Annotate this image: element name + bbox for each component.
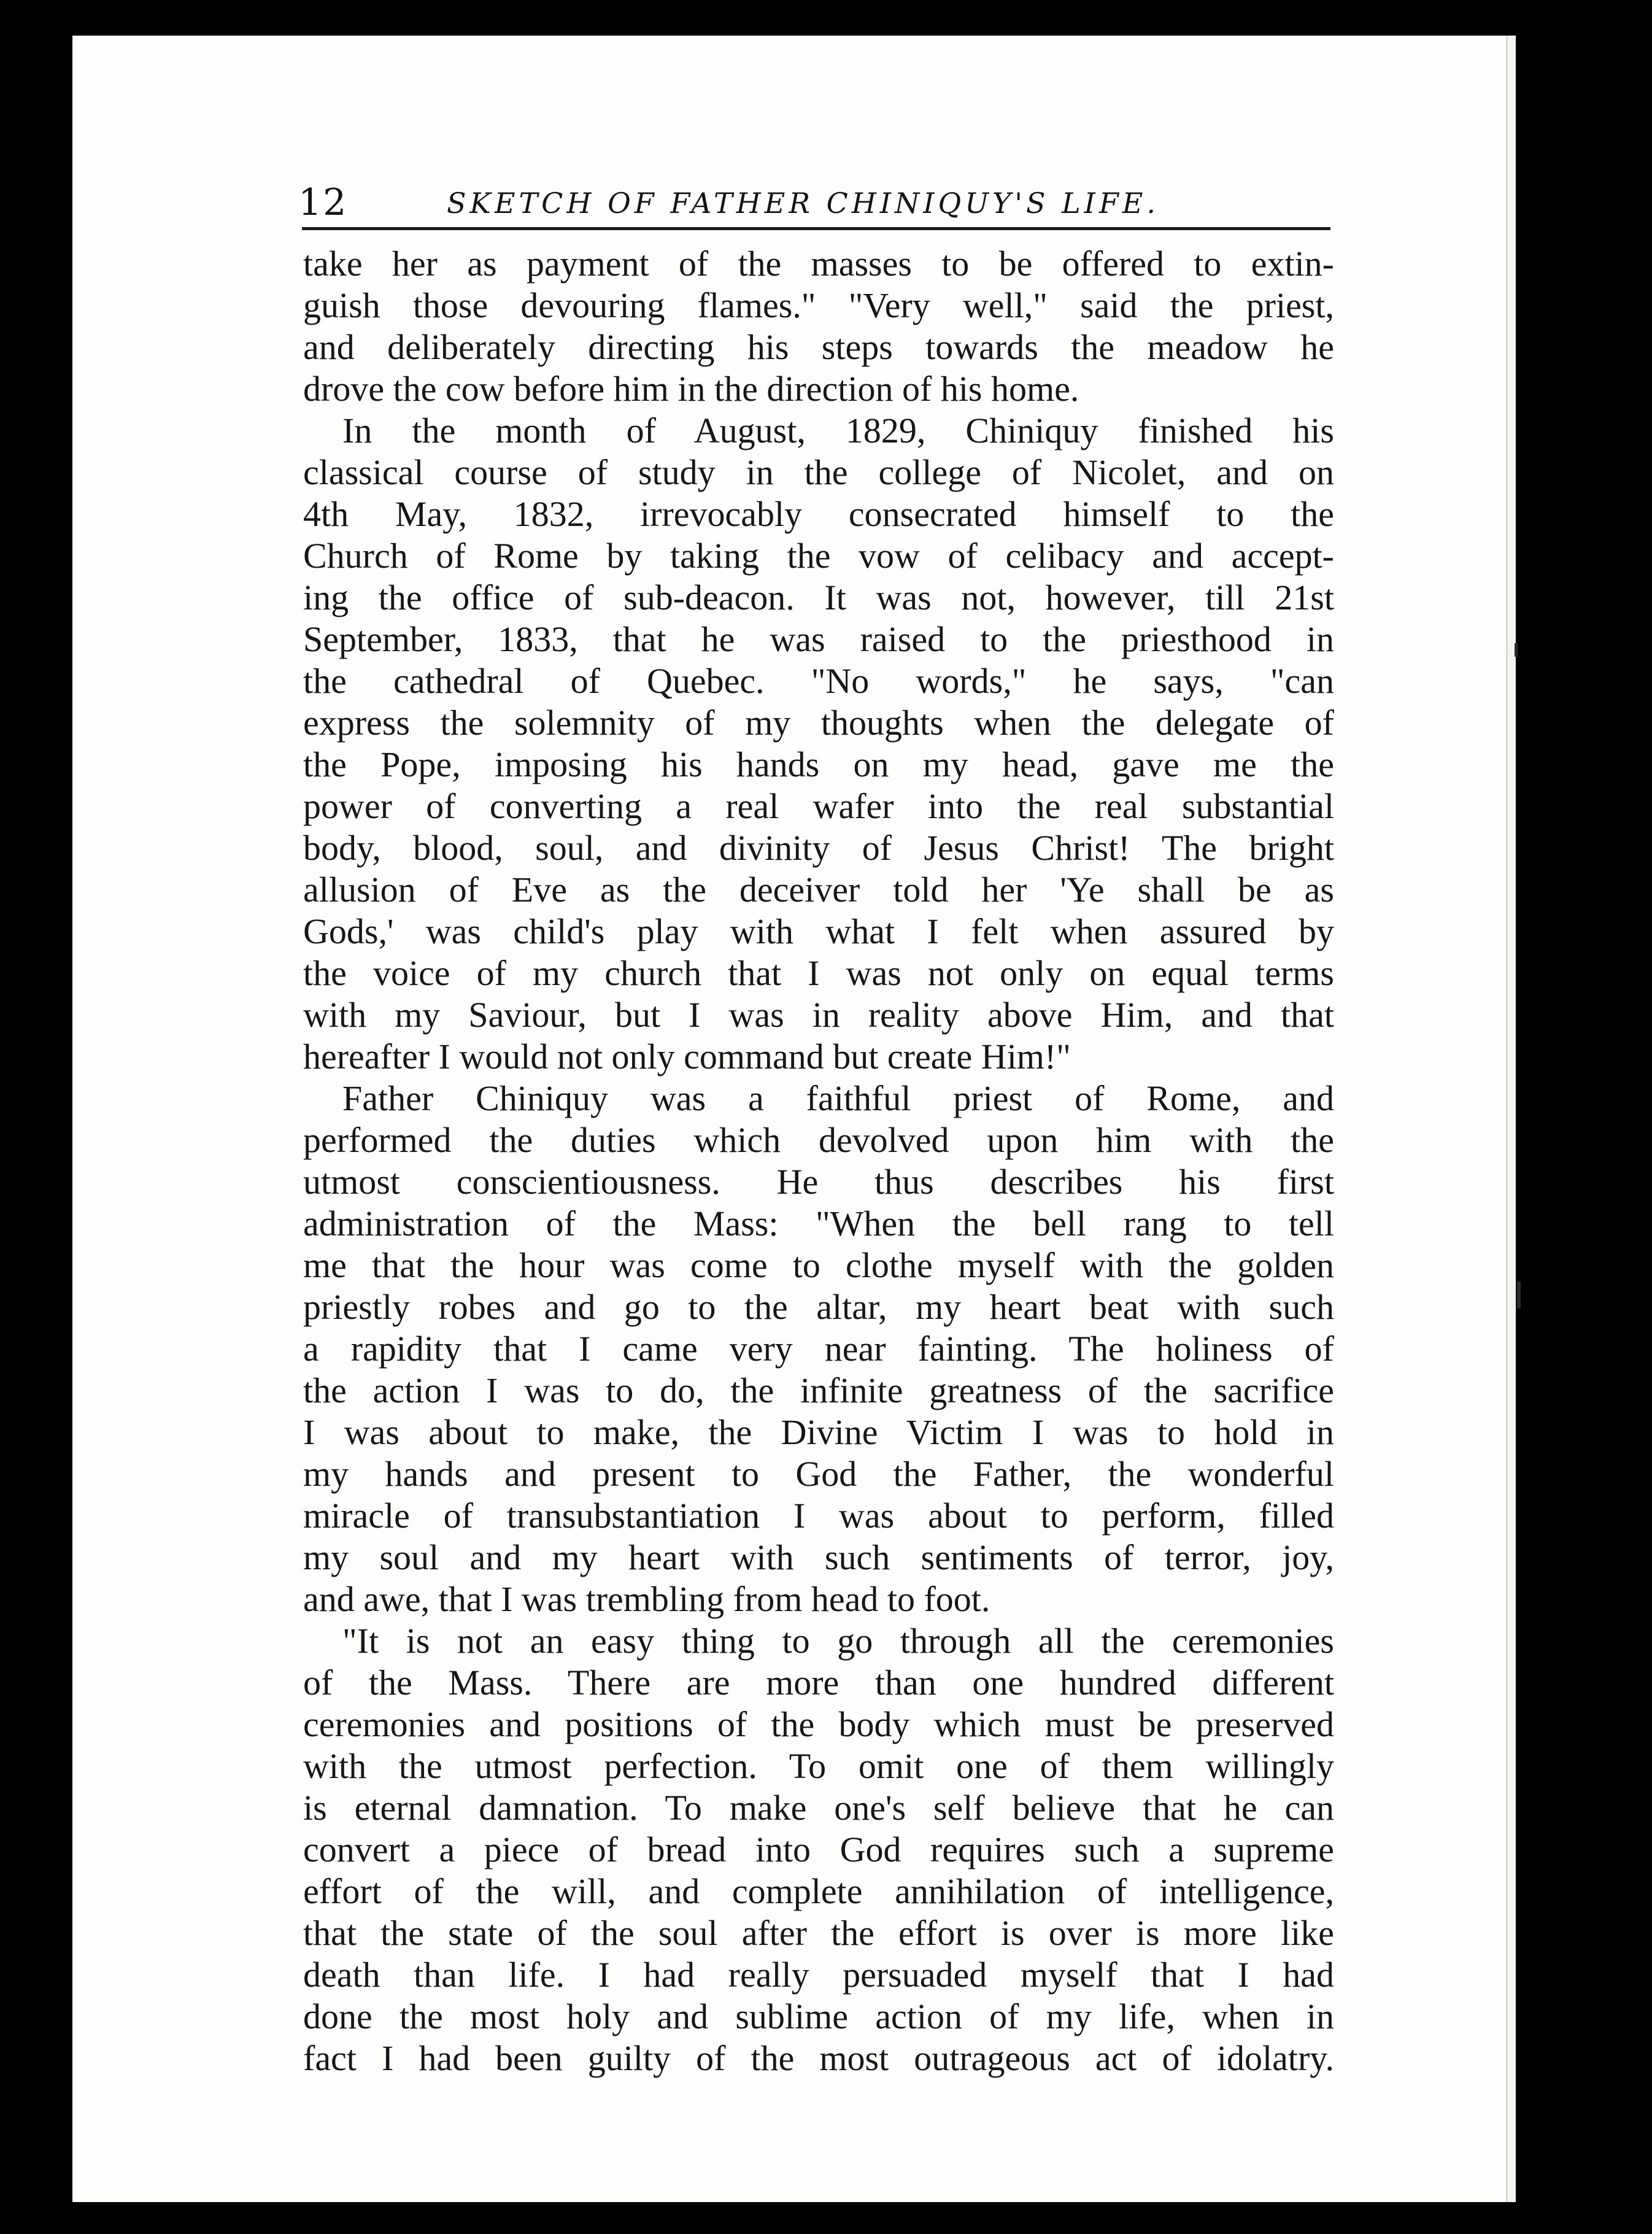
text-line: ing the office of sub-deacon. It was not, however, till 21st [303,578,1334,617]
text-line: Church of Rome by taking the vow of celibacy and accept- [303,536,1334,576]
text-line: the action I was to do, the infinite greatness of the sacrifice [303,1370,1334,1410]
text-line: power of converting a real wafer into the real substantial [303,786,1334,826]
text-line: and deliberately directing his steps towards the meadow he [303,327,1334,367]
page-number: 12 [298,181,348,224]
running-head-title: SKETCH OF FATHER CHINIQUY'S LIFE. [447,187,1159,220]
text-line: hereafter I would not only command but create Him!" [303,1037,1071,1076]
text-line: "It is not an easy thing to go through all the ceremonies [342,1621,1334,1661]
text-line: with the utmost perfection. To omit one of them willingly [303,1746,1334,1786]
text-line: drove the cow before him in the direction of his home. [303,369,1079,409]
body-text [303,243,1334,2079]
text-line: convert a piece of bread into God requires such a supreme [303,1830,1334,1869]
text-line: I was about to make, the Divine Victim I was to hold in [303,1412,1334,1452]
running-head [298,179,1329,226]
text-line: Gods,' was child's play with what I felt when assured by [303,911,1334,951]
text-line: that the state of the soul after the effort is over is more like [303,1913,1334,1953]
text-line: and awe, that I was trembling from head to foot. [303,1579,990,1619]
text-line: 4th May, 1832, irrevocably consecrated himself to the [303,494,1334,534]
text-line: a rapidity that I came very near fainting. The holiness of [303,1329,1334,1369]
text-line: of the Mass. There are more than one hundred different [303,1663,1334,1703]
text-line: effort of the will, and complete annihilation of intelligence, [303,1871,1334,1911]
header-rule [302,227,1330,230]
text-line: the cathedral of Quebec. "No words," he says, "can [303,661,1334,701]
text-line: priestly robes and go to the altar, my heart beat with such [303,1287,1334,1327]
text-line: performed the duties which devolved upon him with the [303,1120,1334,1160]
text-line: the Pope, imposing his hands on my head, gave me the [303,744,1334,784]
text-line: administration of the Mass: "When the bell rang to tell [303,1204,1334,1243]
text-line: my hands and present to God the Father, the wonderful [303,1454,1334,1494]
text-line: with my Saviour, but I was in reality above Him, and that [303,995,1334,1035]
text-line: utmost conscientiousness. He thus describes his first [303,1162,1334,1202]
text-line: guish those devouring flames." "Very well," said the priest, [303,285,1334,325]
text-line: September, 1833, that he was raised to the priesthood in [303,619,1334,659]
text-line: ceremonies and positions of the body which must be preserved [303,1704,1334,1744]
text-line: fact I had been guilty of the most outrageous act of idolatry. [303,2038,1334,2078]
text-line: classical course of study in the college of Nicolet, and on [303,452,1334,492]
scan-speck [1517,1281,1521,1308]
text-line: miracle of transubstantiation I was about to perform, filled [303,1496,1334,1536]
text-line: is eternal damnation. To make one's self believe that he can [303,1788,1334,1828]
text-line: body, blood, soul, and divinity of Jesus Christ! The bright [303,828,1334,868]
text-line: express the solemnity of my thoughts when the delegate of [303,703,1334,743]
text-line: done the most holy and sublime action of my life, when in [303,1996,1334,2036]
text-line: me that the hour was come to clothe myself with the golden [303,1245,1334,1285]
binding-gap [1516,36,1548,2202]
text-line: the voice of my church that I was not only on equal terms [303,953,1334,993]
scan-speck [1515,643,1518,657]
text-line: take her as payment of the masses to be offered to extin- [303,244,1334,284]
text-line: In the month of August, 1829, Chiniquy finished his [342,411,1334,450]
text-line: my soul and my heart with such sentiments of terror, joy, [303,1537,1334,1577]
text-line: Father Chiniquy was a faithful priest of Rome, and [342,1078,1334,1118]
text-line: allusion of Eve as the deceiver told her 'Ye shall be as [303,870,1334,910]
text-line: death than life. I had really persuaded myself that I had [303,1955,1334,1995]
